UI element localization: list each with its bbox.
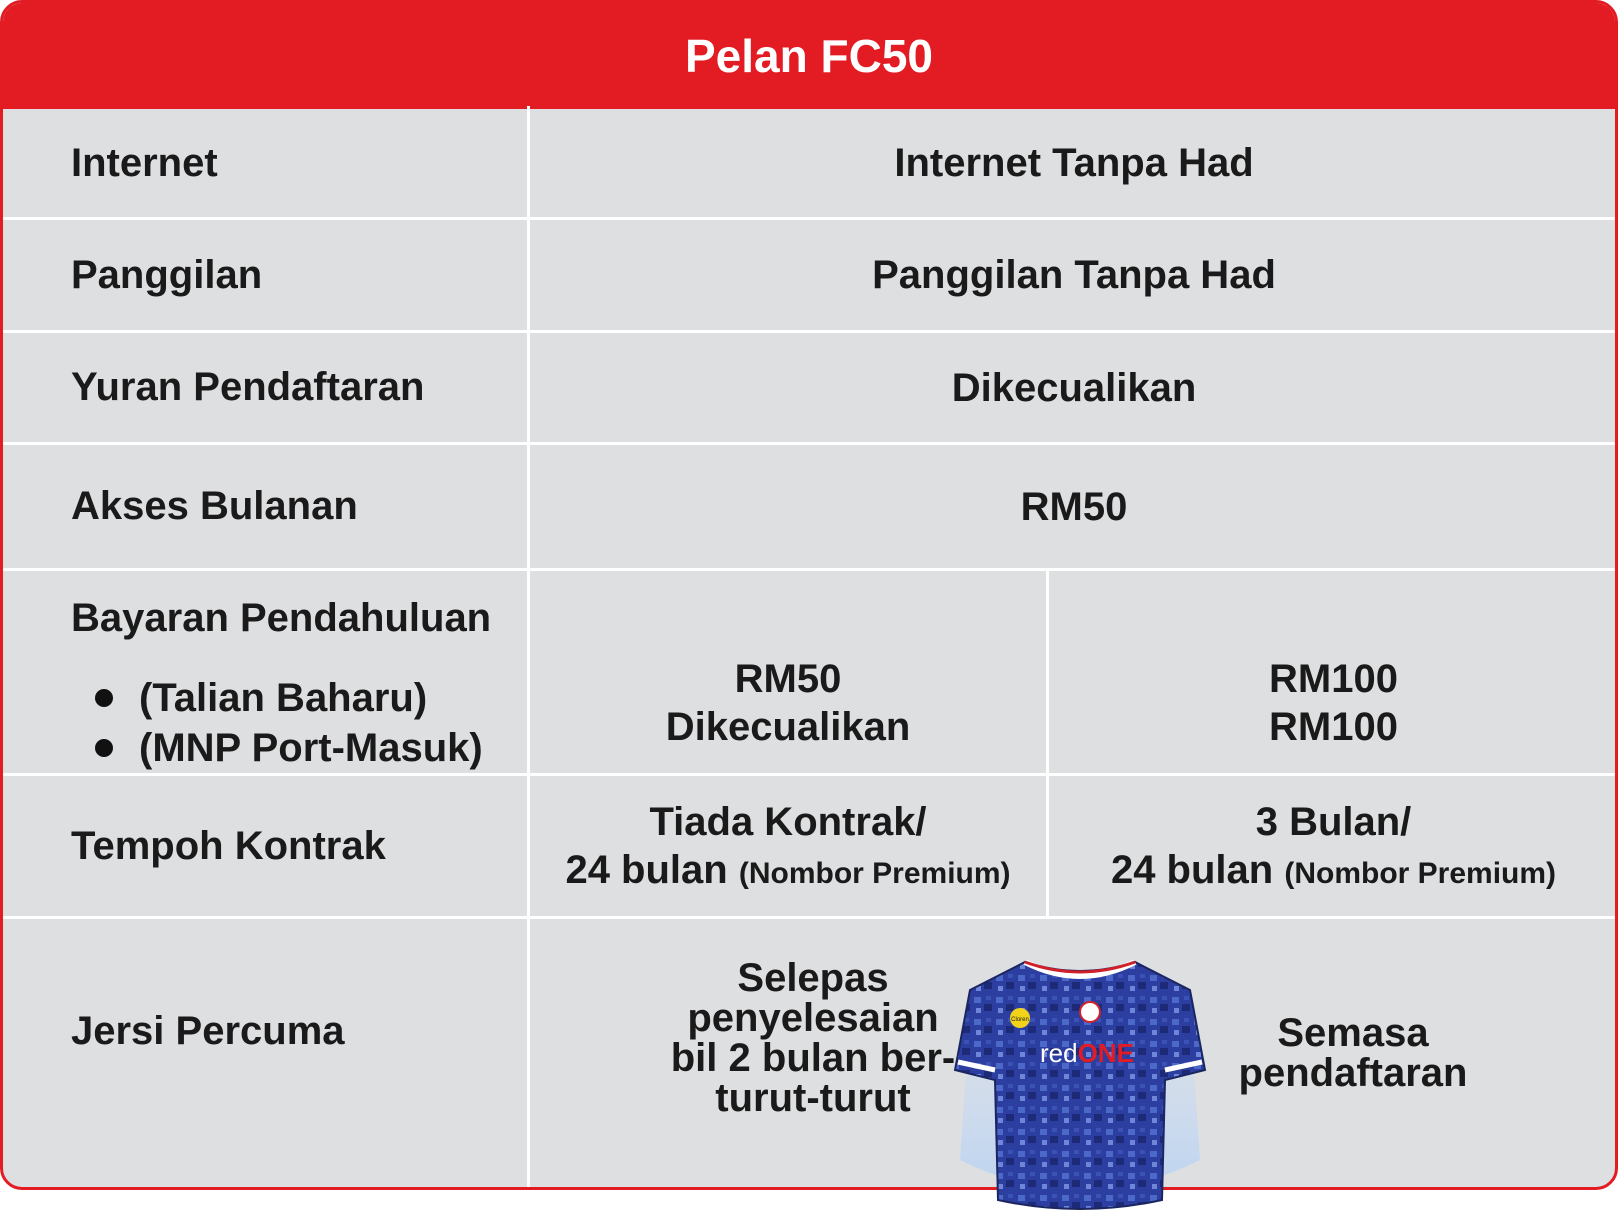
bayaran-col1-line2: Dikecualikan <box>665 705 911 749</box>
jersey-brand-text <box>1040 1038 1134 1068</box>
tempoh-col1 <box>530 776 1046 916</box>
jersi-col2-line2: pendaftaran <box>1238 1051 1468 1095</box>
row-value-akses: RM50 <box>1020 484 1128 529</box>
jersey-brand-prefix: red <box>1040 1038 1078 1068</box>
tempoh-col2-main: 24 bulan <box>1110 848 1274 892</box>
jersi-col1-line4: turut-turut <box>715 1076 911 1120</box>
tempoh-col2-line2 <box>1111 846 1556 894</box>
list-item <box>87 673 483 723</box>
row-divider <box>3 568 1615 571</box>
jersey-club-crest <box>1080 1002 1100 1022</box>
bayaran-col2-line2: RM100 <box>1269 705 1398 749</box>
table-title: Pelan FC50 <box>685 30 933 82</box>
bullet-icon <box>95 739 113 757</box>
row-value-panggilan: Panggilan Tanpa Had <box>872 253 1276 297</box>
row-label-jersi: Jersi Percuma <box>71 1009 345 1053</box>
table-header <box>3 3 1615 109</box>
tempoh-col1-note: (Nombor Premium) <box>738 857 1011 890</box>
jersi-col1-line3: bil 2 bulan ber- <box>670 1036 956 1080</box>
list-item <box>87 723 483 773</box>
row-value-yuran: Dikecualikan <box>951 365 1197 410</box>
jersey-badge-text: Cloren <box>1011 1017 1029 1023</box>
tempoh-col1-main: 24 bulan <box>565 848 728 892</box>
bayaran-bullet-list <box>87 673 483 773</box>
bayaran-col2 <box>1049 653 1618 753</box>
tempoh-col2-note: (Nombor Premium) <box>1284 857 1557 890</box>
tempoh-col1-line2 <box>565 846 1010 894</box>
bayaran-col2-line1: RM100 <box>1269 657 1398 701</box>
row-label-akses: Akses Bulanan <box>71 484 358 528</box>
bullet-icon <box>95 689 113 707</box>
bullet-text: (Talian Baharu) <box>139 675 428 720</box>
row-label-tempoh: Tempoh Kontrak <box>71 823 386 868</box>
row-value-internet: Internet Tanpa Had <box>894 141 1254 185</box>
jersey-image <box>950 950 1210 1213</box>
row-label-panggilan: Panggilan <box>71 252 263 297</box>
bullet-text: (MNP Port-Masuk) <box>139 725 483 770</box>
tempoh-col2-line1: 3 Bulan/ <box>1255 800 1412 844</box>
jersi-col2-line1: Semasa <box>1277 1011 1429 1055</box>
bayaran-col1-line1: RM50 <box>734 657 842 701</box>
jersey-brand-suffix: ONE <box>1077 1038 1134 1068</box>
tempoh-col2 <box>1049 776 1618 916</box>
row-label-yuran: Yuran Pendaftaran <box>71 365 425 409</box>
bayaran-col1 <box>530 653 1046 753</box>
jersi-col1-line2: penyelesaian <box>687 996 939 1040</box>
tempoh-col1-line1: Tiada Kontrak/ <box>649 800 927 844</box>
jersi-col2 <box>1203 1003 1503 1103</box>
row-label-bayaran: Bayaran Pendahuluan <box>71 595 492 640</box>
jersi-col1-line1: Selepas <box>737 956 889 1000</box>
row-label-internet: Internet <box>71 140 218 185</box>
